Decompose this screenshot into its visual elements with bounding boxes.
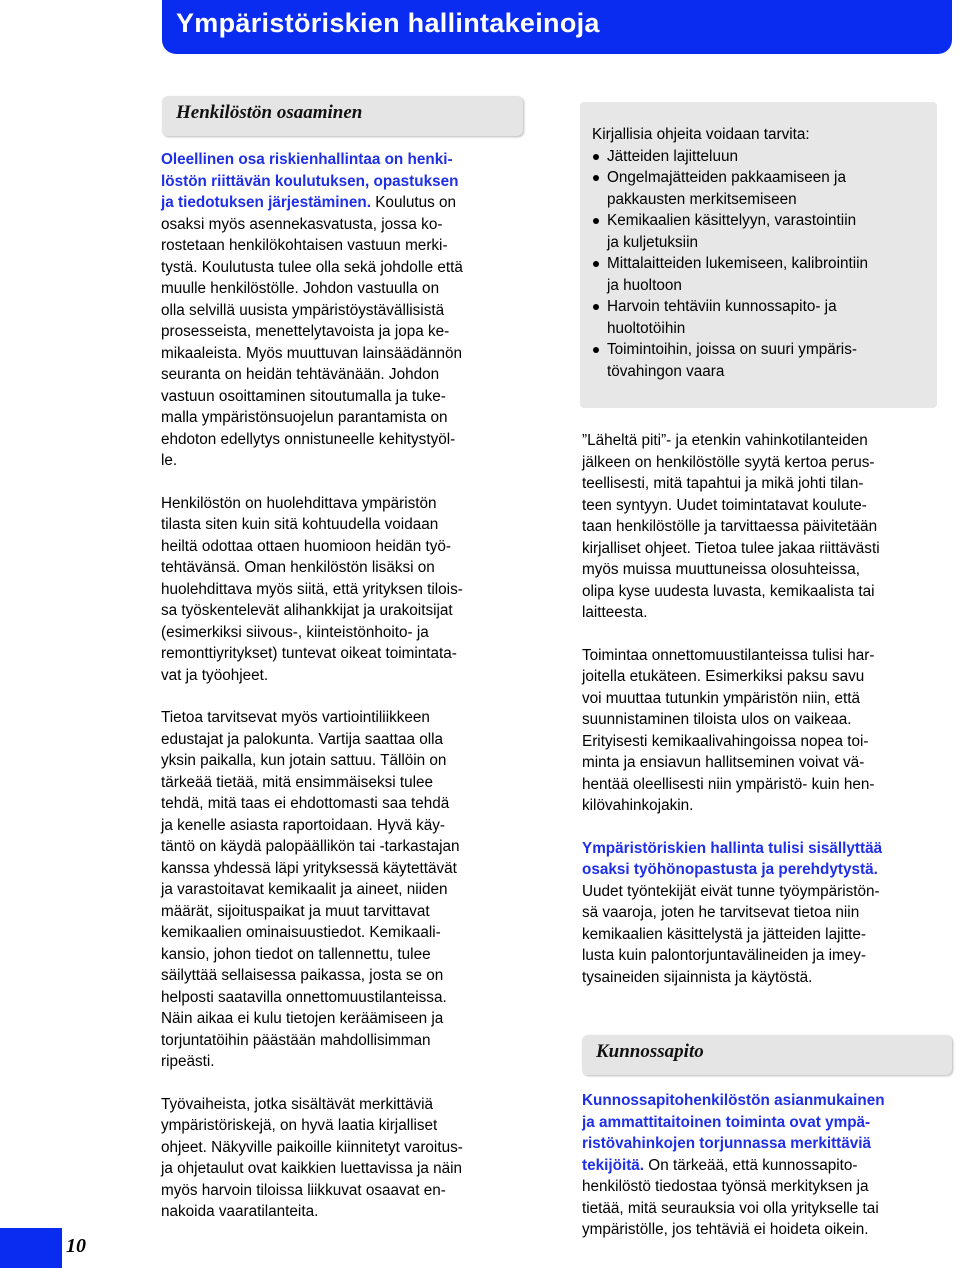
info-box-written-instructions [580,102,937,408]
bullet-item [592,146,927,168]
text-line: Näin aikaa ei kulu tietojen keräämiseen ja [161,1010,444,1027]
right-column [582,430,957,988]
text-line: ja kenelle asiasta raportoidaan. Hyvä käy- [161,816,445,834]
body-text: Koulutus on [370,194,457,211]
text-line: Toimintaa onnettomuustilanteissa tulisi har- [582,646,875,664]
text-line [161,450,546,472]
text-line [582,902,957,924]
chapter-title: Ympäristöriskien hallintakeinoja [176,8,600,38]
body-text: lusta kuin palontorjuntavälineiden ja imey- [582,947,867,964]
text-line: ripeästi. [161,1053,215,1070]
bullet-item [592,339,927,382]
bullet-line: ja huoltoon [607,276,682,294]
section-header-kunnossapito [582,1035,952,1075]
paragraph [161,707,546,1073]
bullet-line: Jätteiden lajitteluun [607,147,738,165]
text-line: laitteesta. [582,604,648,621]
text-line [161,192,546,214]
body-text: malla ympäristönsuojelun parantamista on [161,409,448,426]
bullet-line: Mittalaitteiden lukemiseen, kalibrointiin [607,255,869,272]
text-line: täntö on käydä palopäällikön tai -tarkastajan [161,838,460,855]
emphasis-text: ristövahinkojen torjunnassa merkittäviä [582,1135,872,1152]
body-text: Uudet työntekijät eivät tunne työympäristön- [582,882,880,900]
body-text: ehdoton edellytys onnistuneelle kehitystyöl- [161,430,456,448]
body-text: henkilöstö tiedostaa työnsä merkityksen ja [582,1178,869,1195]
body-text: rostetaan henkilökohtaisen vastuun merki- [161,237,448,254]
text-line: ohjeet. Näkyville paikoille kiinnitetyt varoitus- [161,1138,463,1156]
emphasis-text: Ympäristöriskien hallinta tulisi sisällyttää [582,839,883,857]
text-line [161,386,546,408]
body-text: mikaaleista. Myös muuttuvan lainsäädännön [161,344,463,362]
text-line [582,1176,957,1198]
text-line: tärkeää tietää, mitä ensimmäiseksi tulee [161,773,434,791]
text-line: minta ja ensiavun hallitseminen voivat vä- [582,754,865,771]
text-line: torjuntatöihin päästään mahdollisimman [161,1031,431,1049]
text-line [582,1198,957,1220]
text-line: hentää oleellisesti niin ympäristö- kuin hen- [582,775,875,793]
text-line: kansio, johon tiedot on tallennettu, tulee [161,945,431,963]
text-line: heiltä odottaa ottaen huomioon heidän työ- [161,537,452,555]
text-line: (esimerkiksi siivous-, kiinteistönhoito- ja [161,623,429,641]
text-line [161,278,546,300]
text-line: teen syntyyn. Uudet toimintatavat koulute- [582,496,867,514]
text-line [582,967,957,989]
paragraph [582,838,957,989]
text-line [582,881,957,903]
text-line: myös harvoin tiloissa liikkuvat osaavat en- [161,1181,446,1199]
text-line: myös muissa muuttuneissa olosuhteissa, [582,561,861,578]
text-line: Henkilöstön on huolehdittava ympäristön [161,494,437,512]
body-text: olla selvillä uusista ympäristöystävällisistä [161,301,445,319]
text-line [161,214,546,236]
text-line [582,1155,957,1177]
text-line [582,838,957,860]
text-line [582,924,957,946]
bullet-item [592,210,927,253]
bullet-line: Ongelmajätteiden pakkaamiseen ja [607,169,846,186]
text-line: tehdä, mitä taas ei ehdottomasti saa tehdä [161,795,450,812]
text-line [161,343,546,365]
paragraph [161,493,546,687]
text-line [582,1133,957,1155]
body-text: vastuun osoittaminen sitoutumalla ja tuke- [161,387,446,405]
body-text: tystä. Koulutusta tulee olla sekä johdolle että [161,258,463,276]
emphasis-text: löstön riittävän koulutuksen, opastuksen [161,172,459,190]
text-line: kirjalliset ohjeet. Tietoa tulee jakaa riittävästi [582,539,880,557]
text-line [582,1090,957,1112]
paragraph [161,1094,546,1223]
text-line [582,859,957,881]
bullet-line: tövahingon vaara [607,362,725,380]
emphasis-text: ja ammattitaitoinen toiminta ovat ympä- [582,1113,871,1131]
emphasis-text: ja tiedotuksen järjestäminen. [161,194,371,211]
text-line [582,1219,957,1241]
text-line: sa työskentelevät alihankkijat ja urakoitsijat [161,602,453,619]
text-line [161,257,546,279]
text-line: vat ja työohjeet. [161,666,269,684]
body-text: prosesseista, menettelytavoista ja jopa ke- [161,323,450,340]
text-line: määrät, sijoituspaikat ja muut tarvittavat [161,902,430,920]
text-line: olipa kyse uudesta luvasta, kemikaalista tai [582,582,875,600]
text-line: huolehdittava myös siitä, että yrityksen tilois- [161,580,463,598]
bullet-item [592,296,927,339]
bullet-item [592,167,927,210]
text-line: voi muuttaa tutunkin ympäristön niin, että [582,689,861,707]
bullet-line: huoltotöihin [607,319,686,337]
body-text: sä vaaroja, joten he tarvitsevat tietoa niin [582,904,860,921]
text-line [161,321,546,343]
text-line: kilövahinkojakin. [582,797,694,814]
text-line: edustajat ja palokunta. Vartija saattaa olla [161,730,444,748]
right-column-kunnossapito [582,1090,957,1241]
text-line [161,364,546,386]
text-line: säilyttää sellaisessa paikassa, josta se on [161,967,444,984]
paragraph [582,645,957,817]
page-number-marker [0,1228,62,1268]
emphasis-text: Kunnossapitohenkilöstön asianmukainen [582,1092,885,1109]
text-line: kanssa yhdessä läpi yrityksessä käytettävät [161,859,457,877]
body-text: muulle henkilöstölle. Johdon vastuulla on [161,280,440,297]
text-line: nakoida vaaratilanteita. [161,1203,319,1220]
bullet-line: Harvoin tehtäviin kunnossapito- ja [607,298,837,315]
info-box-list [592,146,927,383]
text-line: suunnistaminen tiloista ulos on vaikeaa. [582,711,852,728]
bullet-line: ja kuljetuksiin [607,233,698,251]
text-line: Työvaiheista, jotka sisältävät merkittäviä [161,1095,434,1113]
emphasis-text: Oleellinen osa riskienhallintaa on henki- [161,151,453,168]
section-title: Henkilöstön osaaminen [176,102,363,123]
bullet-line: Toimintoihin, joissa on suuri ympäris- [607,341,857,358]
bullet-line: Kemikaalien käsittelyyn, varastointiin [607,212,857,229]
paragraph [582,1090,957,1241]
body-text: tietää, mitä seurauksia voi olla yritykselle tai [582,1199,879,1217]
text-line: remonttiyritykset) tuntevat oikeat toimintata- [161,645,457,662]
page-number: 10 [66,1235,86,1257]
body-text: le. [161,452,178,469]
body-text: osaksi myös asennekasvatusta, jossa ko- [161,215,443,233]
section-title: Kunnossapito [596,1041,704,1062]
text-line: jälkeen on henkilöstölle syytä kertoa perus- [582,453,875,471]
text-line [582,1112,957,1134]
text-line: teellisesti, mitä tapahtui ja mikä johti tilan- [582,475,864,492]
text-line: taan henkilöstölle ja tarvittaessa päivitetään [582,518,878,535]
text-line [161,429,546,451]
body-text: On tärkeää, että kunnossapito- [644,1156,858,1174]
paragraph [161,149,546,472]
section-header-henkiloston-osaaminen [162,96,523,136]
bullet-line: pakkausten merkitsemiseen [607,190,797,208]
emphasis-text: tekijöitä. [582,1156,645,1174]
text-line: yksin paikalla, kun jotain sattuu. Tällöin on [161,752,447,769]
body-text: tysaineiden sijainnista ja käytöstä. [582,968,813,986]
info-box-intro: Kirjallisia ohjeita voidaan tarvita: [592,126,810,143]
text-line [161,235,546,257]
paragraph [582,430,957,624]
left-column [161,149,546,1223]
text-line: helposti saatavilla onnettomuustilanteissa. [161,988,447,1006]
text-line: ja varastoitavat kemikaalit ja aineet, niiden [161,881,448,898]
chapter-banner [162,0,952,54]
text-line: Erityisesti kemikaalivahingoissa nopea toi- [582,732,869,750]
text-line: ”Läheltä piti”- ja etenkin vahinkotilanteiden [582,432,868,449]
text-line: joitella etukäteen. Esimerkiksi paksu savu [582,668,865,685]
bullet-item [592,253,927,296]
text-line: ja ohjetaulut ovat kaikkien luettavissa ja näin [161,1160,463,1177]
text-line [582,945,957,967]
body-text: kemikaalien käsittelystä ja jätteiden lajitte- [582,925,866,943]
text-line: ympäristöriskejä, on hyvä laatia kirjalliset [161,1117,438,1134]
text-line [161,149,546,171]
text-line [161,171,546,193]
text-line: Tietoa tarvitsevat myös vartiointiliikkeen [161,709,430,726]
text-line: kemikaalien ominaisuustiedot. Kemikaali- [161,924,441,941]
body-text: seuranta on heidän tehtävänään. Johdon [161,366,440,383]
text-line: tehtävänsä. Oman henkilöstön lisäksi on [161,559,435,576]
text-line [161,407,546,429]
text-line: tilasta siten kuin sitä kohtuudella voidaan [161,516,439,533]
text-line [161,300,546,322]
emphasis-text: osaksi työhönopastusta ja perehdytystä. [582,861,878,878]
body-text: ympäristölle, jos tehtäviä ei hoideta oikein. [582,1221,869,1238]
